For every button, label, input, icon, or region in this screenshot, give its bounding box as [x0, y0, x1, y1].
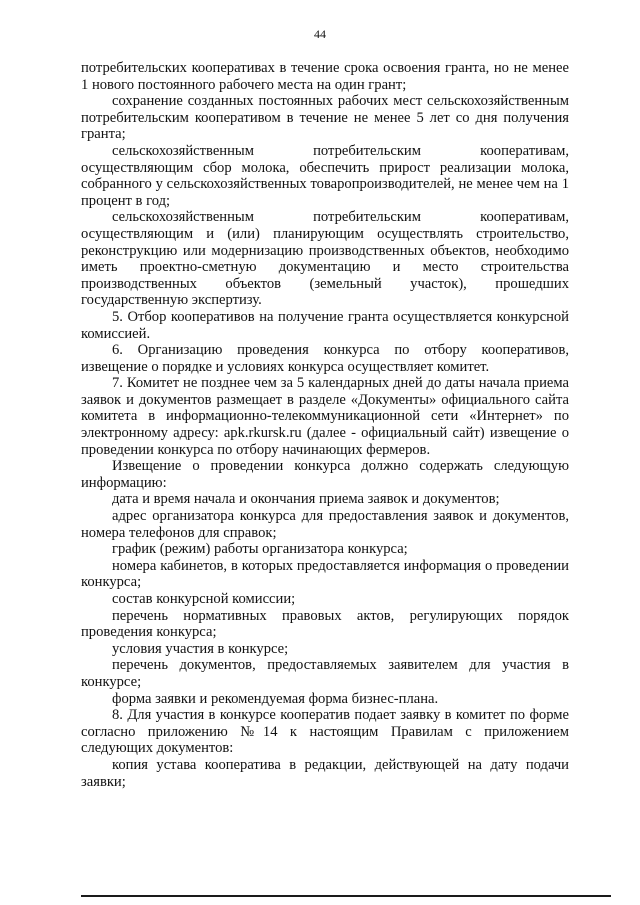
paragraph: копия устава кооператива в редакции, действующей на дату подачи заявки;	[81, 756, 569, 790]
paragraph: сельскохозяйственным потребительским кооперативам, осуществляющим и (или) планирующим осуществлять строительство, реконструкцию или модернизацию производственных объектов, необходимо иметь проектно-сметную документацию и место строительства производственных объектов (земельный участок), прошедших государственную экспертизу.	[81, 209, 569, 309]
paragraph: условия участия в конкурсе;	[112, 640, 289, 657]
paragraph: форма заявки и рекомендуемая форма бизнес-плана.	[112, 690, 439, 707]
document-body	[81, 60, 569, 790]
paragraph: Извещение о проведении конкурса должно содержать следующую информацию:	[81, 458, 569, 491]
paragraph: перечень нормативных правовых актов, регулирующих порядок проведения конкурса;	[81, 607, 569, 641]
paragraph: 7. Комитет не позднее чем за 5 календарных дней до даты начала приема заявок и документов размещает в разделе «Документы» официального сайта комитета в информационно-телекоммуникационной сети «Интернет» по электронному адресу: apk.rkursk.ru (далее - официальный сайт) извещение о проведении конкурса по отбору начинающих фермеров.	[81, 375, 569, 458]
paragraph: дата и время начала и окончания приема заявок и документов;	[112, 491, 500, 508]
paragraph: потребительских кооперативах в течение срока освоения гранта, но не менее 1 нового постоянного рабочего места на один грант;	[81, 60, 569, 93]
paragraph: адрес организатора конкурса для предоставления заявок и документов, номера телефонов для справок;	[81, 508, 569, 541]
page-number: 44	[314, 27, 326, 41]
paragraph: 5. Отбор кооперативов на получение гранта осуществляется конкурсной комиссией.	[81, 308, 569, 342]
paragraph: сохранение созданных постоянных рабочих мест сельскохозяйственным потребительским кооперативом в течение не менее 5 лет со дня получения гранта;	[81, 93, 569, 143]
paragraph: сельскохозяйственным потребительским кооперативам, осуществляющим сбор молока, обеспечить прирост реализации молока, собранного у сельскохозяйственных товаропроизводителей, не менее чем на 1 процент в год;	[81, 142, 569, 209]
paragraph: 8. Для участия в конкурсе кооператив подает заявку в комитет по форме согласно приложению №14 к настоящим Правилам с приложением следующих документов:	[81, 707, 569, 757]
paragraph: состав конкурсной комиссии;	[112, 591, 296, 607]
page-bottom-rule	[81, 895, 611, 897]
paragraph: перечень документов, предоставляемых заявителем для участия в конкурсе;	[81, 657, 569, 690]
paragraph: 6. Организацию проведения конкурса по отбору кооперативов, извещение о порядке и условиях конкурса осуществляет комитет.	[81, 342, 569, 375]
paragraph: график (режим) работы организатора конкурса;	[112, 541, 408, 558]
paragraph: номера кабинетов, в которых предоставляется информация о проведении конкурса;	[81, 557, 569, 591]
